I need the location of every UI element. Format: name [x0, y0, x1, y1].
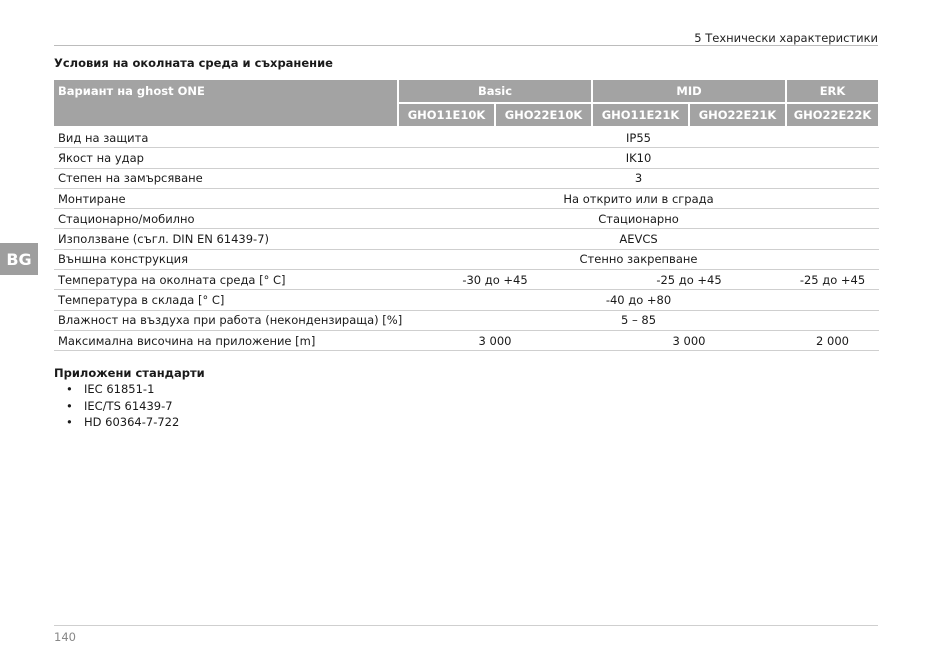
row-label: Температура на околната среда [° C]	[54, 270, 398, 290]
table-row	[54, 229, 879, 249]
row-label: Използване (съгл. DIN EN 61439-7)	[54, 229, 398, 249]
table-row	[54, 148, 879, 168]
table-row	[54, 168, 879, 188]
table-row	[54, 249, 879, 269]
model-header: GHO22E22K	[786, 103, 879, 127]
row-value: -40 до +80	[398, 290, 879, 310]
model-header: GHO11E21K	[592, 103, 689, 127]
list-item: • HD 60364-7-722	[54, 414, 179, 431]
row-label: Влажност на въздуха при работа (некондензираща) [%]	[54, 310, 398, 330]
table-row	[54, 127, 879, 148]
row-value-erk: -25 до +45	[786, 270, 879, 290]
model-header: GHO11E10K	[398, 103, 495, 127]
row-value-mid: 3 000	[592, 330, 786, 350]
language-tab: BG	[0, 243, 38, 275]
row-value: AEVCS	[398, 229, 879, 249]
model-header: GHO22E21K	[689, 103, 786, 127]
group-header-mid: MID	[592, 79, 786, 103]
row-label: Външна конструкция	[54, 249, 398, 269]
row-value: 5 – 85	[398, 310, 879, 330]
row-value: Стационарно	[398, 209, 879, 229]
standards-list	[54, 381, 179, 431]
row-label: Монтиране	[54, 188, 398, 208]
row-label: Стационарно/мобилно	[54, 209, 398, 229]
section-title: Условия на околната среда и съхранение	[54, 56, 333, 70]
table-row	[54, 270, 879, 290]
list-item: • IEC 61851-1	[54, 381, 179, 398]
group-header-basic: Basic	[398, 79, 592, 103]
standards-title: Приложени стандарти	[54, 366, 205, 380]
variant-header: Вариант на ghost ONE	[54, 79, 398, 127]
row-value: Стенно закрепване	[398, 249, 879, 269]
spec-table	[54, 78, 880, 351]
row-label: Температура в склада [° C]	[54, 290, 398, 310]
row-value-basic: 3 000	[398, 330, 592, 350]
row-value: IP55	[398, 127, 879, 148]
row-value: IK10	[398, 148, 879, 168]
row-label: Якост на удар	[54, 148, 398, 168]
footer-divider	[54, 625, 878, 626]
table-row	[54, 209, 879, 229]
row-value-erk: 2 000	[786, 330, 879, 350]
row-value-basic: -30 до +45	[398, 270, 592, 290]
row-value: На открито или в сграда	[398, 188, 879, 208]
row-label: Максимална височина на приложение [m]	[54, 330, 398, 350]
page-number: 140	[54, 630, 76, 644]
table-row	[54, 330, 879, 350]
list-item: • IEC/TS 61439-7	[54, 398, 179, 415]
running-header: 5 Технически характеристики	[694, 31, 878, 45]
row-value-mid: -25 до +45	[592, 270, 786, 290]
row-label: Степен на замърсяване	[54, 168, 398, 188]
model-header: GHO22E10K	[495, 103, 592, 127]
header-divider	[54, 45, 878, 46]
table-row	[54, 310, 879, 330]
row-value: 3	[398, 168, 879, 188]
group-header-erk: ERK	[786, 79, 879, 103]
row-label: Вид на защита	[54, 127, 398, 148]
table-row	[54, 290, 879, 310]
table-row	[54, 188, 879, 208]
